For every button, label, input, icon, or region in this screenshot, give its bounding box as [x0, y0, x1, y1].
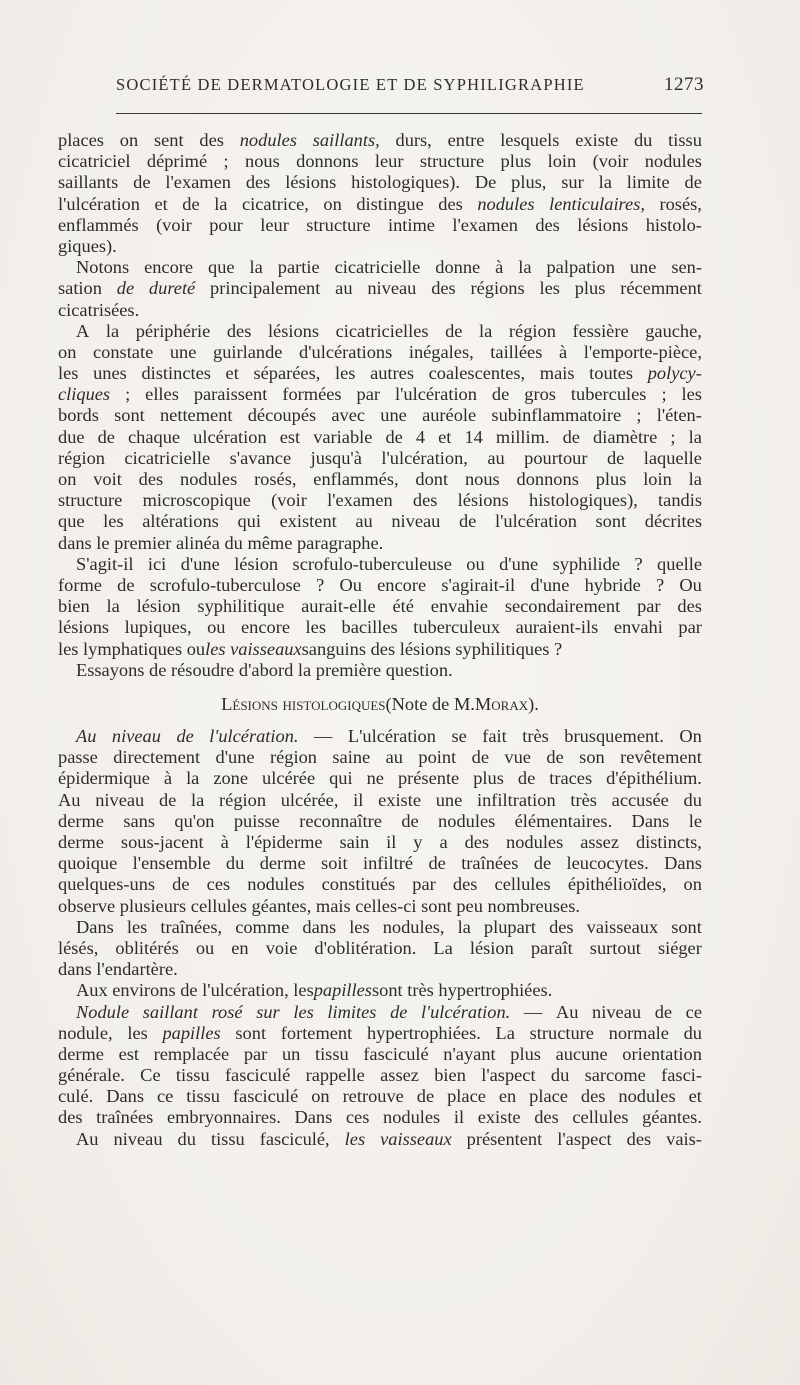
text-line: les lymphatiques ou les vaisseaux sanguins des lésions syphilitiques ?: [58, 638, 563, 659]
text-line: Aux environs de l'ulcération, les papilles sont très hypertrophiées.: [76, 980, 553, 1001]
body-text: [58, 130, 702, 1150]
header-title: SOCIÉTÉ DE DERMATOLOGIE ET DE SYPHILIGRAPHIE: [116, 75, 585, 94]
text-line: Notons encore que la partie cicatricielle donne à la palpation une sen-: [76, 257, 702, 278]
text-line: observe plusieurs cellules géantes, mais celles-ci sont peu nombreuses.: [58, 895, 580, 916]
text-line: on constate une guirlande d'ulcérations inégales, taillées à l'emporte-pièce,: [58, 341, 702, 362]
text-line: structure microscopique (voir l'examen des lésions histologiques), tandis: [58, 490, 702, 511]
text-line: lésions lupiques, ou encore les bacilles tuberculeux auraient-ils envahi par: [58, 617, 702, 638]
text-line: enflammés (voir pour leur structure intime l'examen des lésions histolo-: [58, 214, 702, 235]
text-line: culé. Dans ce tissu fasciculé on retrouve de place en place des nodules et: [58, 1086, 702, 1107]
text-line: lésés, oblitérés ou en voie d'oblitération. La lésion paraît surtout siéger: [58, 937, 702, 958]
text-line: giques).: [58, 235, 117, 256]
text-line: l'ulcération et de la cicatrice, on distingue des nodules lenticulaires, rosés,: [58, 193, 702, 214]
text-line: Dans les traînées, comme dans les nodules, la plupart des vaisseaux sont: [76, 916, 702, 937]
text-line: A la périphérie des lésions cicatricielles de la région fessière gauche,: [76, 320, 702, 341]
text-line: bien la lésion syphilitique aurait-elle été envahie secondairement par des: [58, 596, 702, 617]
text-line: Nodule saillant rosé sur les limites de l'ulcération. — Au niveau de ce: [76, 1001, 702, 1022]
text-line: quelques-uns de ces nodules constitués par des cellules épithélioïdes, on: [58, 874, 702, 895]
text-line: saillants de l'examen des lésions histologiques). De plus, sur la limite de: [58, 172, 702, 193]
text-line: Au niveau de l'ulcération. — L'ulcération se fait très brusquement. On: [76, 726, 702, 747]
running-header: [116, 74, 704, 102]
text-line: dans le premier alinéa du même paragraphe.: [58, 532, 384, 553]
text-line: que les altérations qui existent au niveau de l'ulcération sont décrites: [58, 511, 702, 532]
text-line: région cicatricielle s'avance jusqu'à l'ulcération, au pourtour de laquelle: [58, 447, 702, 468]
text-line: cicatrisées.: [58, 299, 140, 320]
text-line: des traînées embryonnaires. Dans ces nodules il existe des cellules géantes.: [58, 1107, 702, 1128]
text-line: quoique l'ensemble du derme soit infiltré de traînées de leucocytes. Dans: [58, 853, 702, 874]
header-rule: [116, 113, 702, 114]
text-line: cicatriciel déprimé ; nous donnons leur structure plus loin (voir nodules: [58, 151, 702, 172]
text-line: générale. Ce tissu fasciculé rappelle assez bien l'aspect du sarcome fasci-: [58, 1065, 702, 1086]
text-line: les unes distinctes et séparées, les autres coalescentes, mais toutes polycy-: [58, 363, 702, 384]
text-line: dans l'endartère.: [58, 959, 178, 980]
section-heading: Lésions histologiques (Note de M. Morax ).: [221, 693, 539, 714]
text-line: derme sous-jacent à l'épiderme sain il y a des nodules assez distincts,: [58, 832, 702, 852]
text-line: Au niveau du tissu fasciculé, les vaisseaux présentent l'aspect des vais-: [76, 1128, 702, 1149]
text-line: sation de dureté principalement au niveau des régions les plus récemment: [58, 278, 702, 299]
text-line: derme est remplacée par un tissu fasciculé n'ayant plus aucune orientation: [58, 1043, 702, 1064]
text-line: Au niveau de la région ulcérée, il existe une infiltration très accusée du: [58, 789, 702, 810]
text-line: S'agit-il ici d'une lésion scrofulo-tuberculeuse ou d'une syphilide ? quelle: [76, 553, 702, 574]
text-line: nodule, les papilles sont fortement hypertrophiées. La structure normale du: [58, 1022, 702, 1043]
text-line: derme sans qu'on puisse reconnaître de nodules élémentaires. Dans le: [58, 810, 702, 831]
text-line: passe directement d'une région saine au point de vue de son revêtement: [58, 747, 702, 768]
text-line: épidermique à la zone ulcérée qui ne présente plus de traces d'épithélium.: [58, 768, 702, 789]
page-number: 1273: [664, 74, 704, 95]
text-line: Essayons de résoudre d'abord la première question.: [76, 659, 453, 680]
text-line: forme de scrofulo-tuberculose ? Ou encore s'agirait-il d'une hybride ? Ou: [58, 574, 702, 595]
text-line: on voit des nodules rosés, enflammés, dont nous donnons plus loin la: [58, 469, 702, 489]
text-line: due de chaque ulcération est variable de 4 et 14 millim. de diamètre ; la: [58, 426, 702, 447]
text-line: cliques ; elles paraissent formées par l'ulcération de gros tubercules ; les: [58, 384, 702, 405]
text-line: bords sont nettement découpés avec une auréole subinflammatoire ; l'éten-: [58, 405, 702, 426]
text-line: places on sent des nodules saillants, durs, entre lesquels existe du tissu: [58, 130, 702, 150]
